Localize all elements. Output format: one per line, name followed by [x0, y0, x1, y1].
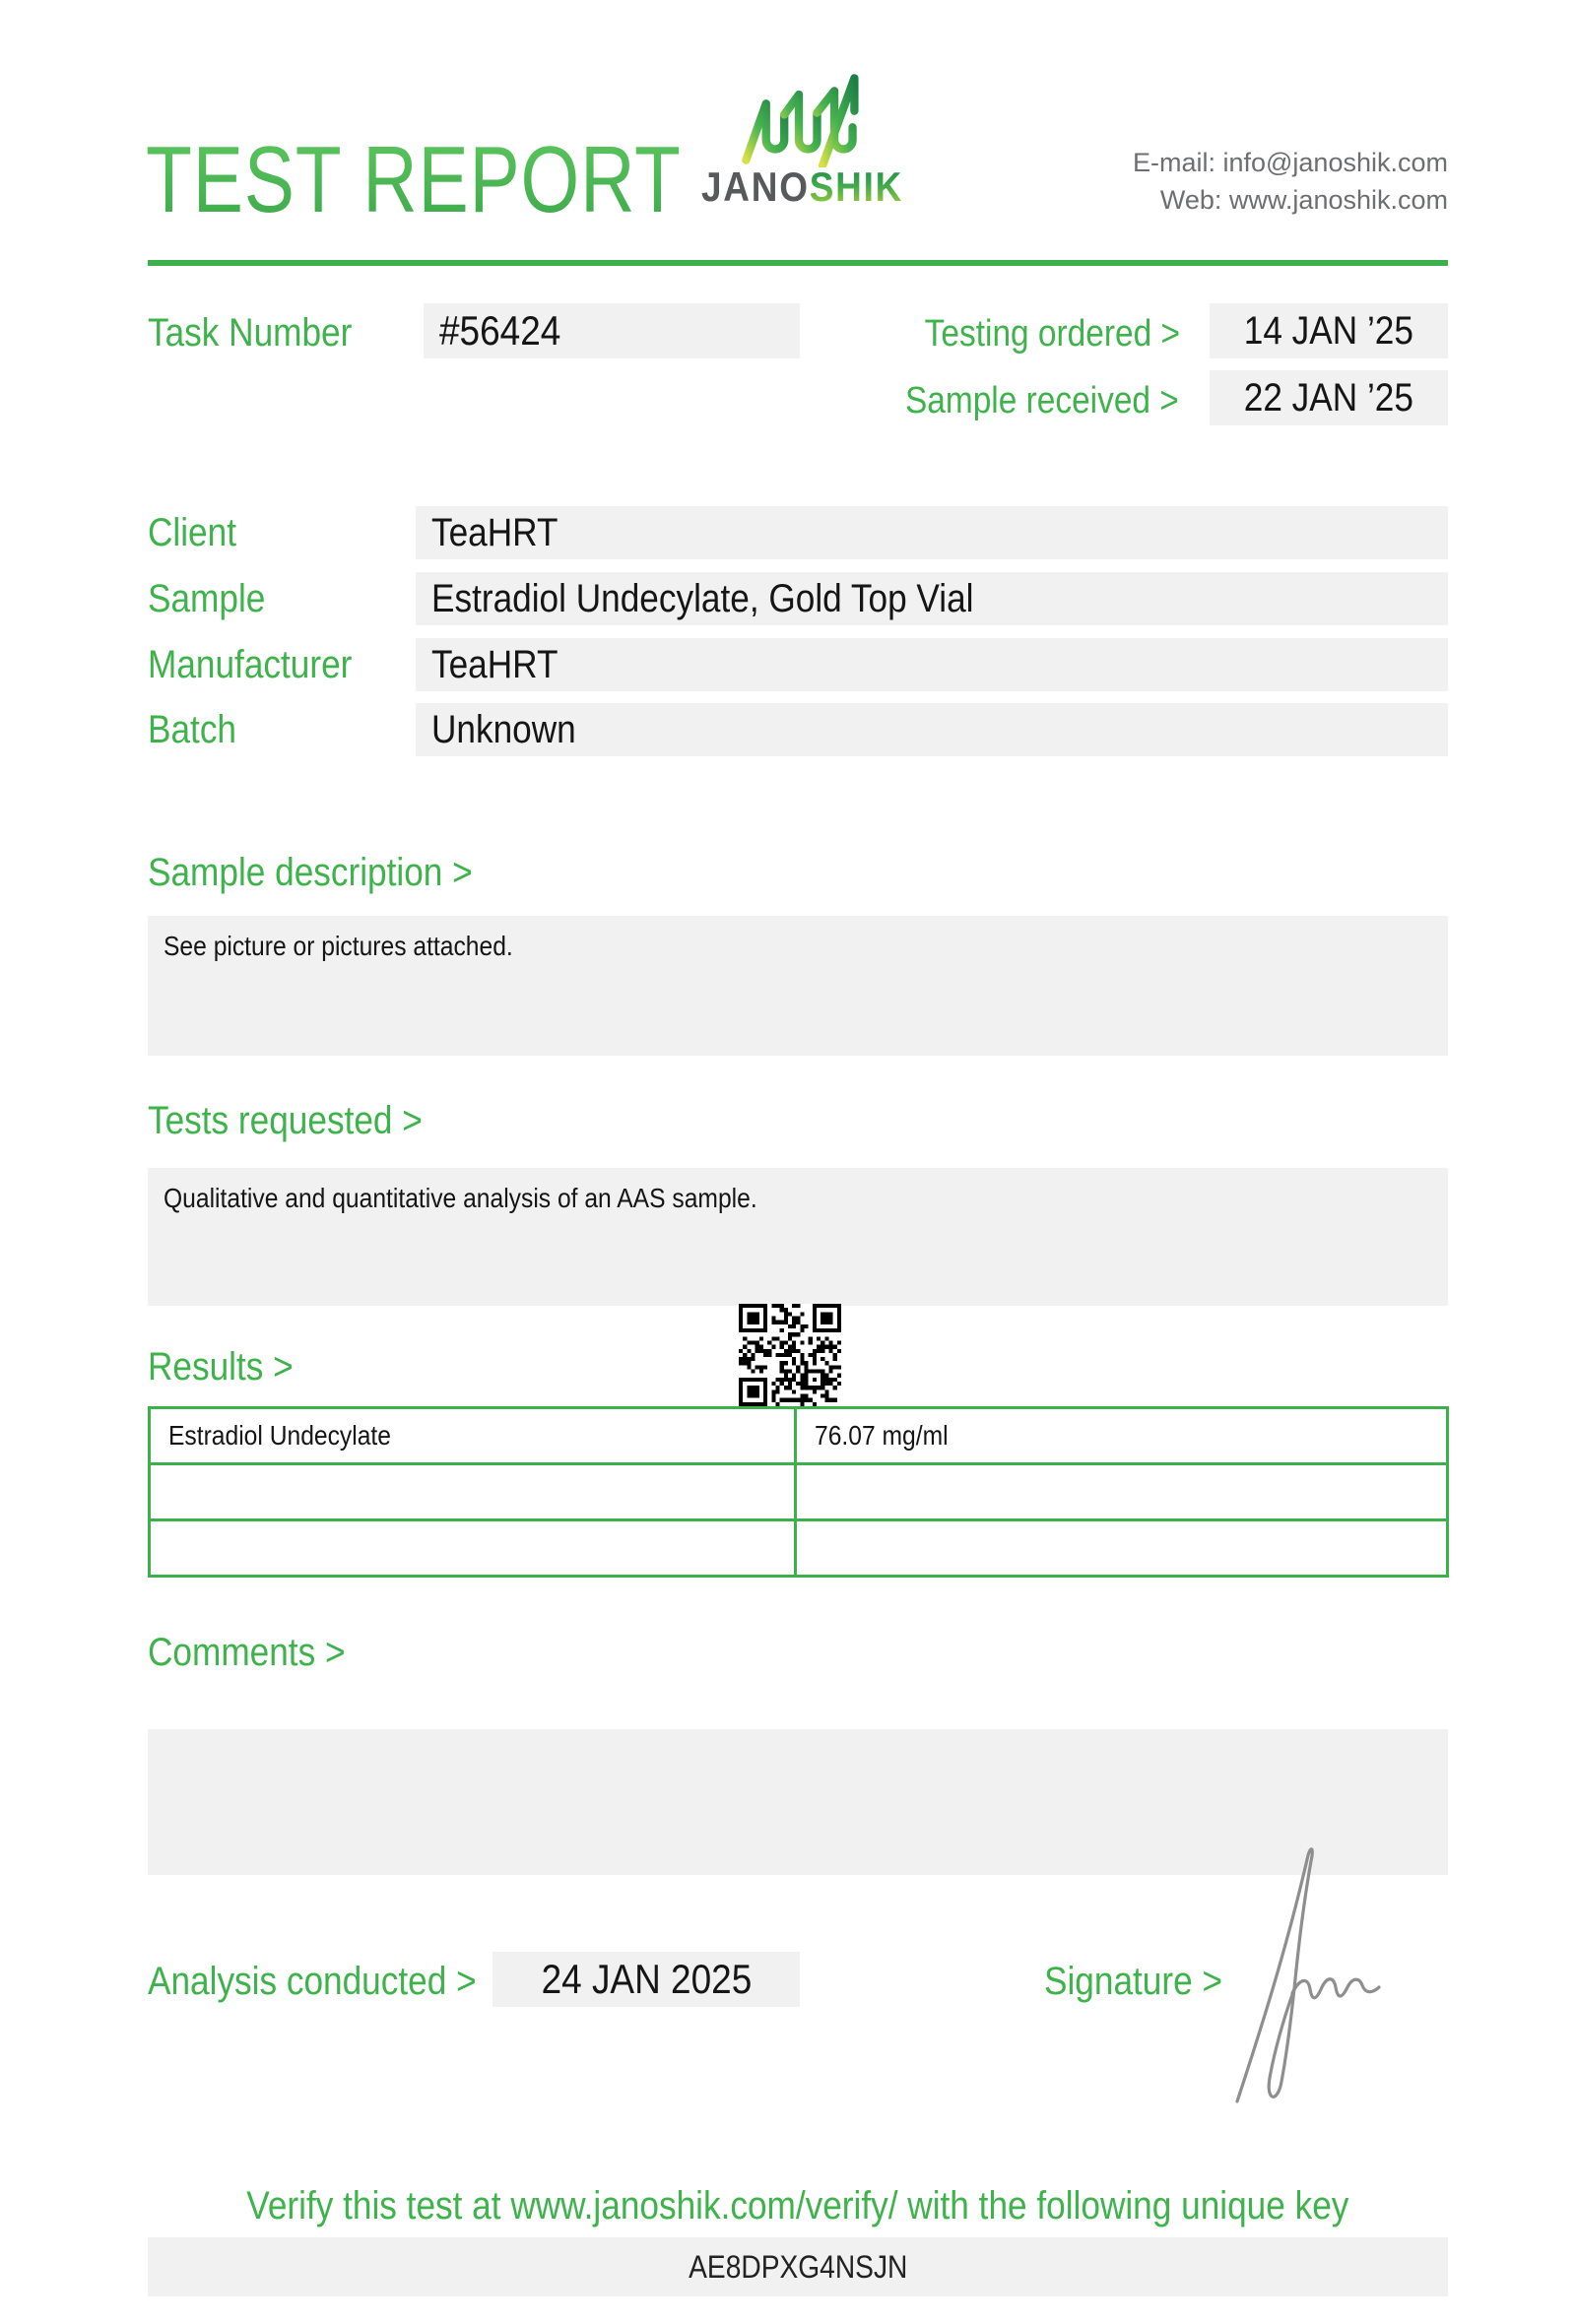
analysis-conducted-label: Analysis conducted >: [148, 1960, 477, 2003]
client-value: TeaHRT: [431, 511, 558, 554]
testing-ordered-field: [1210, 303, 1448, 358]
results-row: [150, 1408, 1448, 1464]
signature-label: Signature >: [1044, 1960, 1223, 2003]
sample-value: Estradiol Undecylate, Gold Top Vial: [431, 577, 974, 620]
task-number-label: Task Number: [148, 311, 353, 355]
results-table: [148, 1406, 1449, 1578]
logo-text-shik: SHIK: [809, 163, 904, 210]
results-value: [796, 1464, 1448, 1520]
results-heading: Results >: [148, 1345, 294, 1388]
tests-requested-heading: Tests requested >: [148, 1099, 423, 1142]
testing-ordered-value: 14 JAN ’25: [1243, 309, 1414, 353]
manufacturer-field: [416, 638, 1448, 691]
task-number-field: [424, 303, 800, 358]
analysis-conducted-field: [492, 1952, 800, 2007]
sample-received-label: Sample received >: [905, 380, 1180, 421]
tests-requested-text: Qualitative and quantitative analysis of an AAS sample.: [164, 1183, 757, 1213]
contact-block: [985, 144, 1448, 219]
sample-description-text: See picture or pictures attached.: [164, 931, 513, 961]
logo-text-jano: JANO: [700, 163, 810, 210]
sample-field: [416, 572, 1448, 625]
results-row: [150, 1464, 1448, 1520]
signature-scribble: [1221, 1834, 1389, 2119]
testing-ordered-label: Testing ordered >: [924, 313, 1181, 355]
analysis-conducted-value: 24 JAN 2025: [541, 1956, 752, 2002]
sample-received-value: 22 JAN ’25: [1243, 376, 1414, 420]
logo-wordmark: [677, 163, 928, 211]
contact-web: Web: www.janoshik.com: [1159, 185, 1448, 215]
sample-label: Sample: [148, 577, 266, 620]
results-value: [796, 1520, 1448, 1577]
client-field: [416, 506, 1448, 559]
comments-heading: Comments >: [148, 1631, 346, 1674]
results-analyte: [150, 1464, 796, 1520]
batch-field: [416, 703, 1448, 756]
sample-received-field: [1210, 370, 1448, 425]
sample-description-heading: Sample description >: [148, 851, 473, 894]
manufacturer-label: Manufacturer: [148, 643, 353, 686]
sample-description-box: [148, 916, 1448, 1056]
manufacturer-value: TeaHRT: [431, 643, 558, 686]
client-label: Client: [148, 511, 236, 554]
batch-value: Unknown: [431, 708, 576, 751]
tests-requested-box: [148, 1168, 1448, 1306]
unique-key-box: [148, 2237, 1448, 2296]
contact-email: E-mail: info@janoshik.com: [1132, 148, 1448, 177]
results-row: [150, 1520, 1448, 1577]
results-analyte: [150, 1520, 796, 1577]
batch-label: Batch: [148, 708, 237, 751]
logo-chart-icon: [735, 71, 863, 167]
unique-key-value: AE8DPXG4NSJN: [688, 2249, 908, 2285]
task-number-value: #56424: [439, 307, 561, 354]
results-analyte: Estradiol Undecylate: [150, 1408, 796, 1464]
header-divider: [148, 260, 1448, 266]
qr-code: [739, 1304, 841, 1406]
verify-instruction: Verify this test at www.janoshik.com/verify/ with the following unique key: [246, 2184, 1349, 2227]
results-value: 76.07 mg/ml: [796, 1408, 1448, 1464]
page-title: TEST REPORT: [146, 127, 682, 232]
